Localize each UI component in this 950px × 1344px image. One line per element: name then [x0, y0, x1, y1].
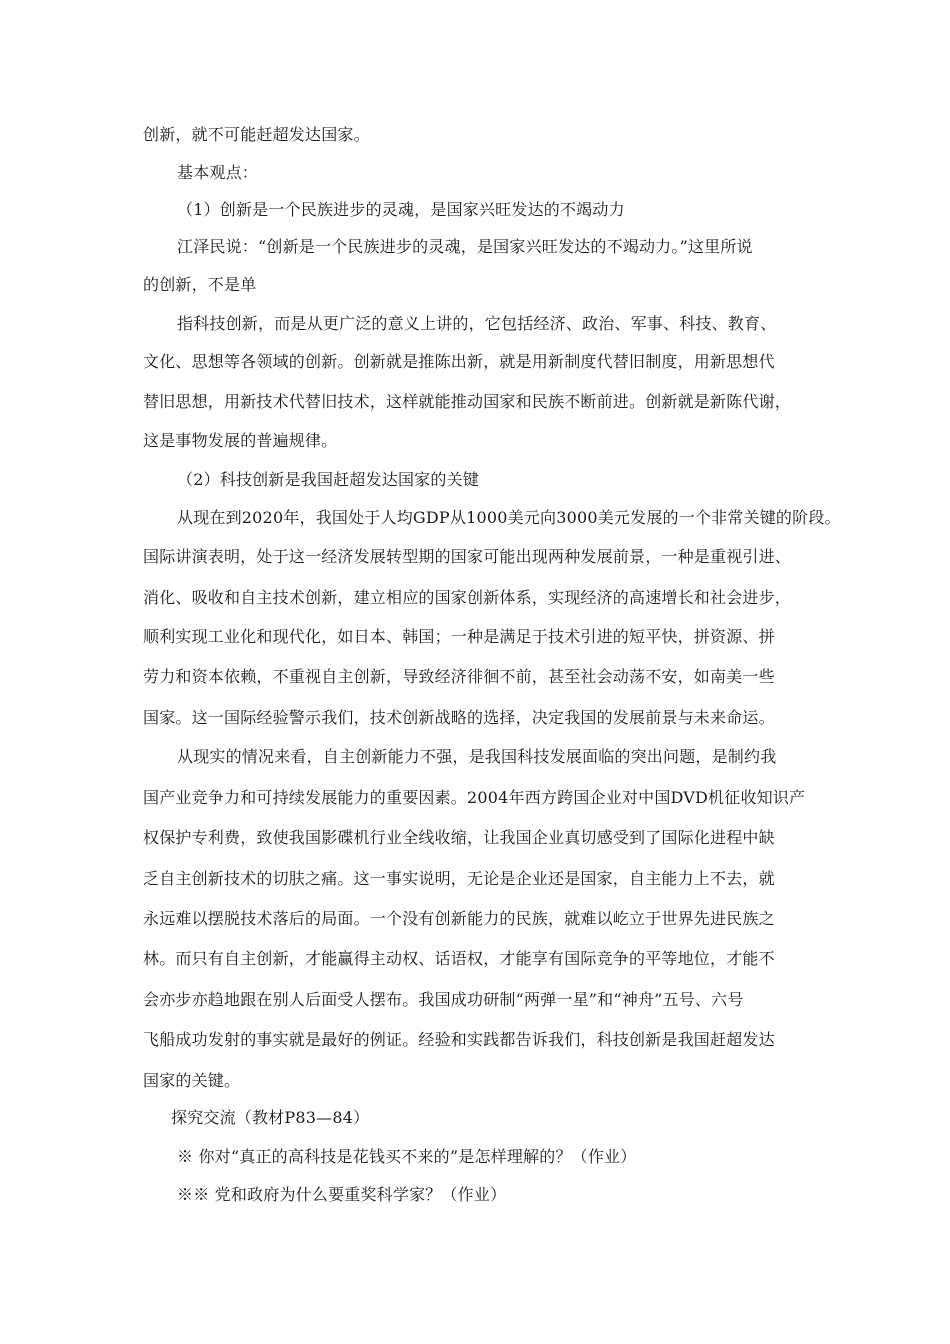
text-line: 国家。这一国际经验警示我们，技术创新战略的选择，决定我国的发展前景与未来命运。 [143, 708, 775, 727]
text-line: 顺利实现工业化和现代化，如日本、韩国；一种是满足于技术引进的短平快，拼资源、拼 [143, 627, 775, 646]
text-line: 的创新，不是单 [143, 275, 257, 294]
text-line: 林。而只有自主创新，才能赢得主动权、话语权，才能享有国际竞争的平等地位，才能不 [143, 949, 775, 968]
question-item: ※ 你对“真正的高科技是花钱买不来的”是怎样理解的？（作业） [177, 1147, 637, 1166]
text-line: 乏自主创新技术的切肤之痛。这一事实说明，无论是企业还是国家，自主能力上不去，就 [143, 869, 775, 888]
text-line: 基本观点： [177, 163, 259, 182]
text-line: 指科技创新，而是从更广泛的意义上讲的，它包括经济、政治、军事、科技、教育、 [177, 314, 777, 333]
text-line: 权保护专利费，致使我国影碟机行业全线收缩，让我国企业真切感受到了国际化进程中缺 [143, 828, 775, 847]
text-line: 国家的关键。 [143, 1071, 241, 1090]
text-line: 替旧思想，用新技术代替旧技术，这样就能推动国家和民族不断前进。创新就是新陈代谢， [143, 392, 792, 411]
text-line: 这是事物发展的普遍规律。 [143, 431, 338, 450]
text-line: 江泽民说：“创新是一个民族进步的灵魂，是国家兴旺发达的不竭动力。”这里所说 [177, 237, 753, 256]
text-line: 国际讲演表明，处于这一经济发展转型期的国家可能出现两种发展前景，一种是重视引进、 [143, 547, 792, 566]
section-heading: （2）科技创新是我国赶超发达国家的关键 [177, 470, 479, 489]
text-line: 创新，就不可能赶超发达国家。 [143, 125, 370, 144]
section-heading: 探究交流（教材P83—84） [171, 1108, 370, 1127]
text-line: 从现实的情况来看，自主创新能力不强，是我国科技发展面临的突出问题，是制约我 [177, 747, 777, 766]
text-line: 文化、思想等各领域的创新。创新就是推陈出新，就是用新制度代替旧制度，用新思想代 [143, 352, 775, 371]
question-item: ※※ 党和政府为什么要重奖科学家？（作业） [177, 1185, 507, 1204]
text-line: 国产业竞争力和可持续发展能力的重要因素。2004年西方跨国企业对中国DVD机征收知识产 [143, 788, 806, 807]
section-heading: （1）创新是一个民族进步的灵魂，是国家兴旺发达的不竭动力 [177, 200, 625, 219]
text-line: 永远难以摆脱技术落后的局面。一个没有创新能力的民族，就难以屹立于世界先进民族之 [143, 909, 775, 928]
text-line: 劳力和资本依赖，不重视自主创新，导致经济徘徊不前，甚至社会动荡不安，如南美一些 [143, 667, 775, 686]
text-line: 会亦步亦趋地跟在别人后面受人摆布。我国成功研制“两弹一星”和“神舟”五号、六号 [143, 990, 744, 1009]
text-line: 从现在到2020年，我国处于人均GDP从1000美元向3000美元发展的一个非常关键的阶段。 [177, 508, 841, 527]
text-line: 飞船成功发射的事实就是最好的例证。经验和实践都告诉我们，科技创新是我国赶超发达 [143, 1030, 775, 1049]
text-line: 消化、吸收和自主技术创新，建立相应的国家创新体系，实现经济的高速增长和社会进步， [143, 588, 792, 607]
